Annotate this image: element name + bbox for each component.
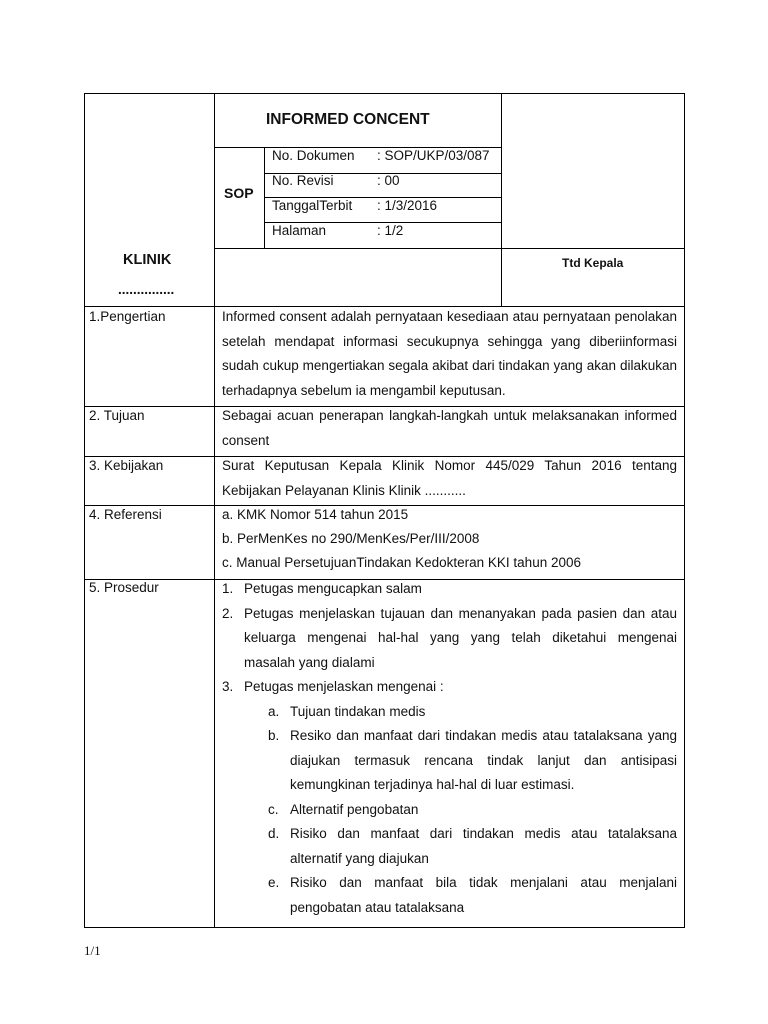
meta-value-4: : 1/2 [377, 223, 404, 238]
prosedur-text-3: Petugas menjelaskan mengenai : [244, 679, 444, 694]
meta-line-4 [214, 248, 685, 249]
meta-label-3: TanggalTerbit [272, 198, 353, 213]
sub-num-a: a. [268, 703, 280, 719]
sub-item-e [268, 871, 677, 920]
klinik-label: KLINIK [123, 252, 172, 268]
sub-num-c: c. [268, 801, 279, 817]
row-label-kebijakan: 3. Kebijakan [89, 458, 164, 473]
referensi-item-c: c. Manual PersetujuanTindakan Kedokteran KKI tahun 2006 [222, 555, 581, 570]
tujuan-text: Sebagai acuan penerapan langkah-langkah untuk melaksanakan informed consent [222, 408, 677, 448]
border-right [684, 93, 685, 928]
sub-text-c: Alternatif pengobatan [290, 801, 419, 817]
prosedur-item-3 [222, 675, 677, 700]
kebijakan-text: Surat Keputusan Kepala Klinik Nomor 445/029 Tahun 2016 tentang Kebijakan Pelayanan Klinis Klinik ........... [222, 458, 677, 498]
row-label-tujuan: 2. Tujuan [89, 408, 145, 423]
referensi-item-a: a. KMK Nomor 514 tahun 2015 [222, 507, 409, 522]
sub-num-d: d. [268, 826, 280, 841]
border-bottom [84, 927, 685, 928]
prosedur-sublist [222, 700, 677, 921]
col-divider-left [214, 93, 215, 928]
border-top [84, 93, 685, 94]
ttd-kepala: Ttd Kepala [562, 256, 624, 270]
sub-item-c [268, 798, 677, 823]
border-left [84, 93, 85, 928]
prosedur-num-2: 2. [222, 605, 234, 621]
page-number: 1/1 [84, 943, 101, 958]
sub-text-a: Tujuan tindakan medis [290, 703, 426, 719]
prosedur-item-2 [222, 602, 677, 676]
pengertian-text: Informed consent adalah pernyataan kesediaan atau pernyataan penolakan setelah mendapat informasi secukupnya sehingga yang diberiinformasi sudah cukup mengertiakan segala akibat dari tindakan yang akan dilakukan terhadapnya sebelum ia mengambil keputusan. [222, 309, 677, 398]
sub-item-a [268, 700, 677, 725]
sub-item-d [268, 822, 677, 871]
sub-text-b: Resiko dan manfaat dari tindakan medis atau tatalaksana yang diajukan termasuk rencana tindak lanjut dan antisipasi kemungkinan terjadinya hal-hal di luar estimasi. [290, 728, 677, 792]
meta-value-2: : 00 [377, 173, 400, 188]
prosedur-item-1 [222, 577, 677, 602]
row-label-referensi: 4. Referensi [89, 507, 162, 522]
sub-num-e: e. [268, 875, 280, 890]
referensi-item-b: b. PerMenKes no 290/MenKes/Per/III/2008 [222, 531, 480, 546]
meta-label-1: No. Dokumen [272, 148, 355, 163]
meta-label-2: No. Revisi [272, 173, 334, 188]
row-label-pengertian: 1.Pengertian [89, 309, 166, 324]
col-divider-right [501, 93, 502, 307]
row-label-prosedur: 5. Prosedur [89, 580, 159, 595]
klinik-dots: ............... [118, 282, 175, 297]
sop-label: SOP [224, 185, 254, 201]
document-title: INFORMED CONCENT [266, 111, 430, 128]
sub-item-b [268, 724, 677, 798]
sub-text-e: Risiko dan manfaat bila tidak menjalani atau menjalani pengobatan atau tatalaksana [290, 875, 677, 915]
meta-label-4: Halaman [272, 223, 327, 238]
sub-text-d: Risiko dan manfaat dari tindakan medis atau tatalaksana alternatif yang diajukan [290, 826, 677, 866]
prosedur-num-3: 3. [222, 679, 234, 694]
meta-value-3: : 1/3/2016 [377, 198, 438, 213]
meta-value-1: : SOP/UKP/03/087 [377, 148, 490, 163]
prosedur-list [222, 577, 677, 920]
prosedur-num-1: 1. [222, 581, 234, 596]
sub-num-b: b. [268, 728, 280, 743]
prosedur-text-2: Petugas menjelaskan tujauan dan menanyakan pada pasien dan atau keluarga mengenai hal-hal yang yang telah diketahui mengenai masalah yang dialami [244, 605, 677, 670]
prosedur-text-1: Petugas mengucapkan salam [244, 581, 422, 596]
